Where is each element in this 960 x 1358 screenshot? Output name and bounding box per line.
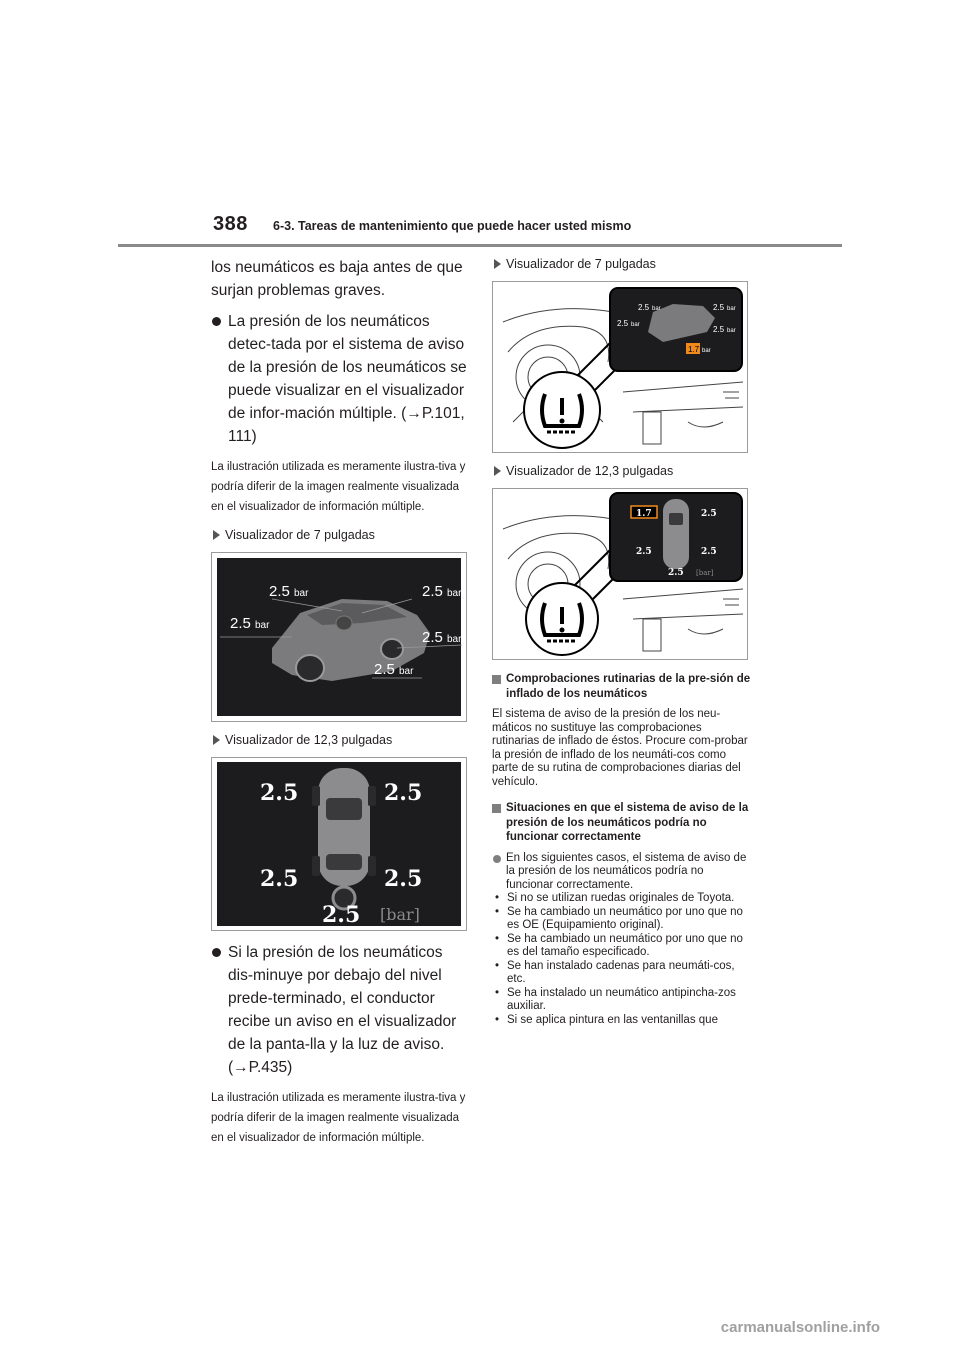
pressure-label: 2.5	[713, 325, 725, 334]
pressure-value: 2.5	[701, 509, 717, 519]
pressure-label: 2.5	[617, 319, 629, 328]
illustration-note-2: La ilustración utilizada es meramente ilustra-tiva y podría diferir de la imagen realmente visualizada en el visualizador de información múltiple.	[211, 1092, 466, 1144]
left-column	[211, 256, 467, 1158]
dashboard-illustration-12	[493, 489, 747, 659]
unit-label: bar	[447, 588, 462, 599]
section-routine-checks-title: Comprobaciones rutinarias de la pre-sión de inflado de los neumáticos	[492, 672, 752, 701]
unit-label: bar	[255, 620, 270, 631]
bullet-pressure-display: La presión de los neumáticos detec-tada por el sistema de aviso de la presión de los neumáticos se puede visualizar en el visualizador de infor-mación múltiple. (→P.101, 111)	[211, 310, 467, 448]
lead-text: los neumáticos es baja antes de que surjan problemas graves.	[211, 259, 463, 299]
bullet-low-pressure-warning: Si la presión de los neumáticos dis-minuye por debajo del nivel prede-terminado, el conductor recibe un aviso en el visualizador de la panta-lla y la luz de aviso. (→P.435)	[211, 941, 467, 1079]
section-malfunction-intro: En los siguientes casos, el sistema de aviso de la presión de los neumáticos podría no funcionar correctamente.	[492, 852, 752, 893]
illustration-note: La ilustración utilizada es meramente ilustra-tiva y podría diferir de la imagen realmente visualizada en el visualizador de información múltiple.	[211, 461, 466, 513]
pressure-label-rear-left: 2.5	[230, 615, 251, 632]
pressure-label-spare: 2.5	[374, 661, 395, 678]
pressure-value-spare: 2.5	[322, 902, 361, 928]
unit-label: bar	[294, 588, 309, 599]
pressure-label: 2.5	[638, 303, 650, 312]
header-divider	[118, 244, 842, 247]
figure-dashboard-7-inch	[492, 281, 748, 453]
figure-dashboard-12-inch	[492, 488, 748, 660]
suv-pressure-illustration	[212, 553, 466, 721]
list-item: • Se ha cambiado un neumático por uno que no es del tamaño especificado.	[492, 933, 752, 960]
section-routine-checks-text: El sistema de aviso de la presión de los neu-máticos no sustituye las comprobaciones rutinarias de inflado de éstos. Procure com-probar la presión de inflado de los neumáti-cos como parte de su rutina de comprobaciones diarias del vehículo.	[492, 708, 748, 788]
right-column	[492, 256, 752, 1027]
unit-label: [bar]	[696, 569, 714, 577]
page-number: 388	[213, 213, 248, 235]
figure-12-inch-display	[211, 757, 467, 931]
pressure-value: 2.5	[701, 547, 717, 557]
pressure-value-front-right: 2.5	[384, 780, 423, 806]
pressure-label: 2.5	[713, 303, 725, 312]
caption-12-inch: Visualizador de 12,3 pulgadas	[211, 732, 467, 748]
unit-label: bar	[727, 328, 736, 334]
list-item: • Se ha cambiado un neumático por uno que no es OE (Equipamiento original).	[492, 906, 752, 933]
pressure-value-rear-right: 2.5	[384, 866, 423, 892]
unit-label: bar	[447, 634, 462, 645]
unit-label: [bar]	[380, 905, 420, 924]
list-item: • Se ha instalado un neumático antipincha-zos auxiliar.	[492, 987, 752, 1014]
caption-7-inch-dash: Visualizador de 7 pulgadas	[492, 256, 752, 272]
list-item: • Se han instalado cadenas para neumáti-cos, etc.	[492, 960, 752, 987]
pressure-label-rear-right: 2.5	[422, 629, 443, 646]
tpms-warning-icon	[526, 583, 598, 655]
pressure-value-front-left: 2.5	[260, 780, 299, 806]
section-header-title: 6-3. Tareas de mantenimiento que puede hacer usted mismo	[273, 219, 632, 233]
topview-pressure-illustration	[212, 758, 466, 930]
unit-label: bar	[652, 306, 661, 312]
pressure-value-spare: 2.5	[668, 568, 684, 578]
caption-12-inch-dash: Visualizador de 12,3 pulgadas	[492, 463, 752, 479]
caption-7-inch: Visualizador de 7 pulgadas	[211, 527, 467, 543]
unit-label: bar	[631, 322, 640, 328]
list-item: • Si no se utilizan ruedas originales de Toyota.	[492, 892, 752, 906]
unit-label: bar	[727, 306, 736, 312]
list-item: • Si se aplica pintura en las ventanillas que	[492, 1014, 752, 1028]
unit-label: bar	[702, 348, 711, 354]
low-pressure-label: 1.7	[688, 345, 700, 354]
pressure-label-front-left: 2.5	[269, 583, 290, 600]
dashboard-illustration	[493, 282, 747, 452]
malfunction-cases-list	[492, 892, 752, 1027]
pressure-value: 2.5	[636, 547, 652, 557]
tpms-warning-icon	[524, 372, 600, 448]
pressure-label-front-right: 2.5	[422, 583, 443, 600]
low-pressure-value: 1.7	[636, 509, 652, 519]
watermark: carmanualsonline.info	[720, 1319, 880, 1336]
figure-7-inch-display	[211, 552, 467, 722]
section-malfunction-title: Situaciones en que el sistema de aviso de la presión de los neumáticos podría no funcionar correctamente	[492, 801, 752, 845]
unit-label: bar	[399, 666, 414, 677]
pressure-value-rear-left: 2.5	[260, 866, 299, 892]
